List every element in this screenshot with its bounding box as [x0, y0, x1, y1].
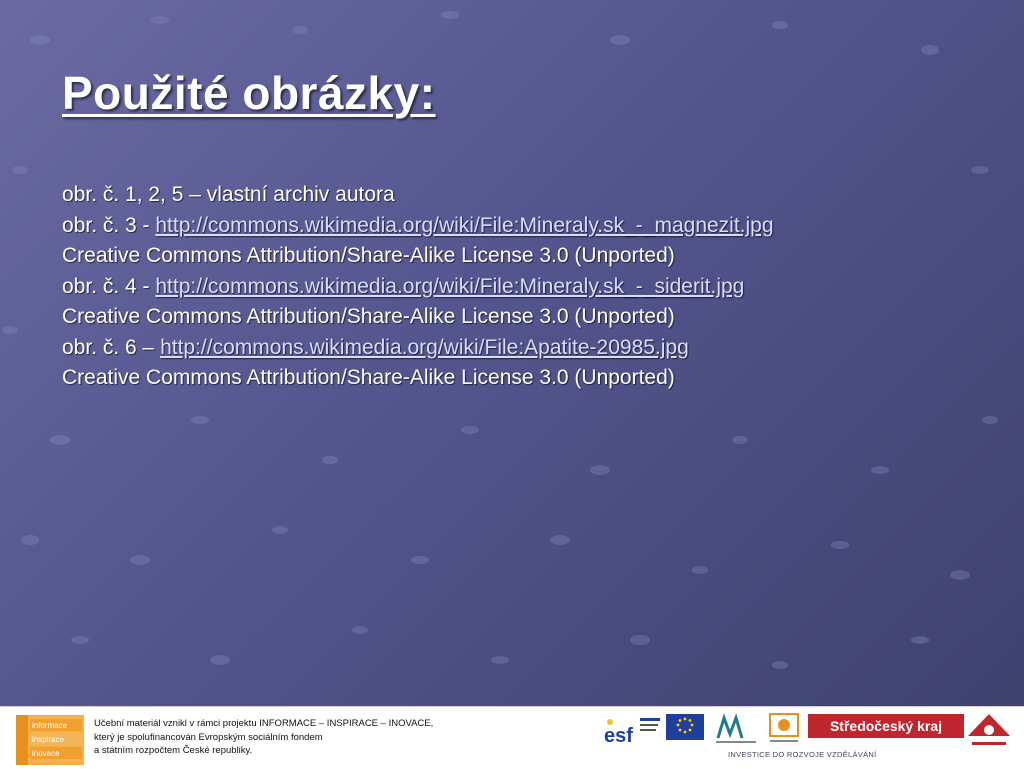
footer-project-text	[94, 717, 433, 758]
credit-line	[62, 272, 774, 303]
image-credits	[62, 180, 774, 394]
credit-text: obr. č. 4 -	[62, 274, 156, 298]
stredocesky-kraj-logo: Středočeský kraj	[808, 714, 964, 738]
credit-text: obr. č. 3 -	[62, 213, 156, 237]
investice-tagline: INVESTICE DO ROZVOJE VZDĚLÁVÁNÍ	[728, 750, 877, 759]
logo-word: inovace	[32, 749, 60, 758]
jesenice-logo	[966, 712, 1012, 752]
credit-text: obr. č. 6 –	[62, 335, 161, 359]
eu-flag-icon	[666, 714, 704, 740]
logo-word: inspirace	[32, 735, 65, 744]
credit-link-apatite[interactable]: http://commons.wikimedia.org/wiki/File:Apatite-20985.jpg	[160, 335, 689, 359]
footer-text-line: Učební materiál vznikl v rámci projektu INFORMACE – INSPIRACE – INOVACE,	[94, 718, 434, 729]
credit-link-siderit[interactable]: http://commons.wikimedia.org/wiki/File:Mineraly.sk_-_siderit.jpg	[155, 274, 745, 298]
footer-text-line: který je spolufinancován Evropským sociálním fondem	[94, 731, 323, 743]
credit-line	[62, 333, 774, 364]
credit-line	[62, 211, 774, 242]
msmt-logo	[712, 712, 760, 746]
government-logo	[766, 712, 802, 746]
credit-text: obr. č. 1, 2, 5 – vlastní archiv autora	[62, 183, 395, 206]
informace-inspirace-inovace-logo	[16, 715, 84, 765]
logo-word: informace	[32, 721, 68, 730]
footer-text-line: a státním rozpočtem České republiky.	[94, 745, 253, 756]
license-line: Creative Commons Attribution/Share-Alike License 3.0 (Unported)	[62, 366, 675, 389]
esf-label: esf	[604, 725, 633, 746]
license-line: Creative Commons Attribution/Share-Alike License 3.0 (Unported)	[62, 305, 675, 328]
esf-logo	[602, 712, 662, 746]
license-line: Creative Commons Attribution/Share-Alike License 3.0 (Unported)	[62, 244, 675, 267]
credit-link-magnezit[interactable]: http://commons.wikimedia.org/wiki/File:Mineraly.sk_-_magnezit.jpg	[155, 213, 774, 237]
credit-line	[62, 180, 774, 211]
slide-title: Použité obrázky:	[62, 67, 436, 119]
